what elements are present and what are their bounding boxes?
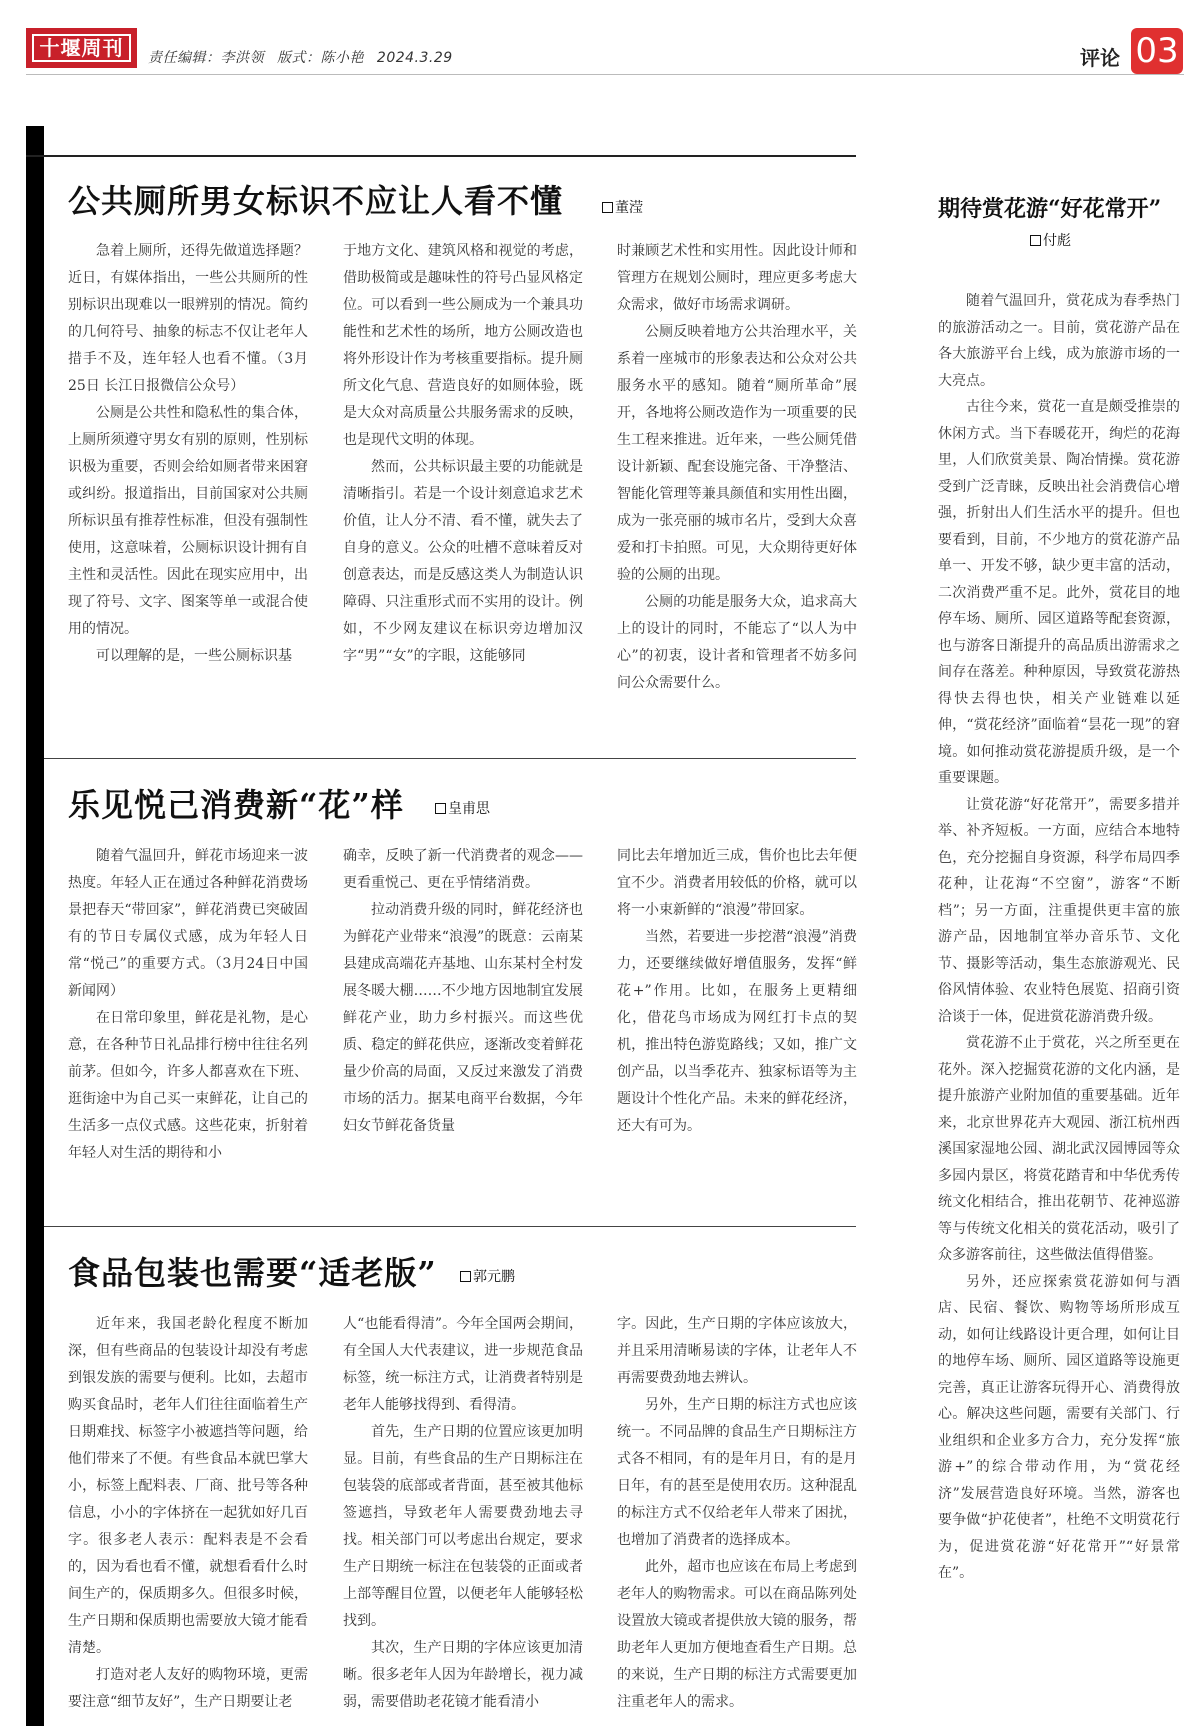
paragraph: 另外，还应探索赏花游如何与酒店、民宿、餐饮、购物等场所形成互动，如何让线路设计更合理，如何让目的地停车场、厕所、园区道路等设施更完善，真正让游客玩得开心、消费得放心。解决这些问题，需要有关部门、行业组织和企业多方合力，充分发挥“旅游+”的综合带动作用，为“赏花经济”发展营造良好环境。当然，游客也要争做“护花使者”，杜绝不文明赏花行为，促进赏花游“好花常开”“好景常在”。	[938, 1273, 1180, 1581]
paragraph: 拉动消费升级的同时，鲜花经济也为鲜花产业带来“浪漫”的既意：云南某县建成高端花卉基地、山东某村全村发展冬暖大棚……不少地方因地制宜发展鲜花产业，助力乡村振兴。而这些优质、稳定的鲜花供应，逐渐改变着鲜花量少价高的局面，又反过来激发了消费市场的活力。据某电商平台数据，今年妇女节鲜花备货量	[343, 902, 583, 1134]
article-1-byline: 董滢	[602, 197, 643, 217]
paragraph: 让赏花游“好花常开”，需要多措并举、补齐短板。一方面，应结合本地特色，充分挖掘自身资源，科学布局四季花种，让花海“不空窗”，游客“不断档”；另一方面，注重提供更丰富的旅游产品，因地制宜举办音乐节、文化节、摄影等活动，集生态旅游观光、民俗风情体验、农业特色展览、招商引资洽谈于一体，促进赏花游消费升级。	[938, 796, 1180, 1025]
paragraph: 字。因此，生产日期的字体应该放大，并且采用清晰易读的字体，让老年人不再需要费劲地去辨认。	[617, 1316, 857, 1386]
paragraph: 确幸，反映了新一代消费者的观念——更看重悦己、更在乎情绪消费。	[343, 848, 583, 891]
paragraph: 首先，生产日期的位置应该更加明显。目前，有些食品的生产日期标注在包装袋的底部或者背面，甚至被其他标签遮挡，导致老年人需要费劲地去寻找。相关部门可以考虑出台规定，要求生产日期统一标注在包装袋的正面或者上部等醒目位置，以便老年人能够轻松找到。	[343, 1424, 583, 1629]
article-divider	[44, 1226, 856, 1227]
article-2-col-2	[343, 843, 583, 1140]
article-2-col-3	[617, 843, 857, 1140]
paragraph: 于地方文化、建筑风格和视觉的考虑，借助极简或是趣味性的符号凸显风格定位。可以看到一些公厕成为一个兼具功能性和艺术性的场所，地方公厕改造也将外形设计作为考核重要指标。提升厕所文化气息、营造良好的如厕体验，既是大众对高质量公共服务需求的反映，也是现代文明的体现。	[343, 243, 583, 448]
paragraph: 可以理解的是，一些公厕标识基	[96, 648, 292, 664]
paragraph: 公厕是公共性和隐私性的集合体，上厕所须遵守男女有别的原则，性别标识极为重要，否则会给如厕者带来困窘或纠纷。报道指出，目前国家对公共厕所标识虽有推荐性标准，但没有强制性使用，这意味着，公厕标识设计拥有自主性和灵活性。因此在现实应用中，出现了符号、文字、图案等单一或混合使用的情况。	[68, 405, 308, 637]
paragraph: 在日常印象里，鲜花是礼物，是心意，在各种节日礼品排行榜中往往名列前茅。但如今，许多人都喜欢在下班、逛街途中为自己买一束鲜花，让自己的生活多一点仪式感。这些花束，折射着年轻人对生活的期待和小	[68, 1010, 308, 1161]
article-1-col-3	[617, 238, 857, 697]
paragraph: 随着气温回升，鲜花市场迎来一波热度。年轻人正在通过各种鲜花消费场景把春天“带回家”，鲜花消费已突破固有的节日专属仪式感，成为年轻人日常“悦己”的重要方式。（3月24日中国新闻网）	[68, 848, 308, 999]
paragraph: 人“也能看得清”。今年全国两会期间，有全国人大代表建议，进一步规范食品标签，统一标注方式，让消费者特别是老年人能够找得到、看得清。	[343, 1316, 583, 1413]
article-2-byline: 皇甫思	[435, 798, 490, 818]
paragraph: 公厕反映着地方公共治理水平，关系着一座城市的形象表达和公众对公共服务水平的感知。随着“厕所革命”展开，各地将公厕改造作为一项重要的民生工程来推进。近年来，一些公厕凭借设计新颖、配套设施完备、干净整洁、智能化管理等兼具颜值和实用性出圈，成为一张亮丽的城市名片，受到大众喜爱和打卡拍照。可见，大众期待更好体验的公厕的出现。	[617, 324, 857, 583]
article-1-title: 公共厕所男女标识不应让人看不懂	[68, 182, 564, 220]
sidebar-body	[938, 288, 1180, 1587]
editor-credit: 责任编辑：李洪领	[148, 50, 264, 66]
paragraph: 公厕的功能是服务大众，追求高大上的设计的同时，不能忘了“以人为中心”的初衷，设计者和管理者不妨多问问公众需要什么。	[617, 594, 857, 691]
paragraph: 同比去年增加近三成，售价也比去年便宜不少。消费者用较低的价格，就可以将一小束新鲜的“浪漫”带回家。	[617, 848, 857, 918]
logo-text: 十堰周刊	[32, 34, 131, 62]
paragraph: 赏花游不止于赏花，兴之所至更在花外。深入挖掘赏花游的文化内涵，是提升旅游产业附加值的重要基础。近年来，北京世界花卉大观园、浙江杭州西溪国家湿地公园、湖北武汉园博园等众多园内景区，将赏花踏青和中华优秀传统文化相结合，推出花朝节、花神巡游等与传统文化相关的赏花活动，吸引了众多游客前往，这些做法值得借鉴。	[938, 1035, 1180, 1263]
article-3-title: 食品包装也需要“适老版”	[68, 1254, 437, 1292]
paragraph: 打造对老人友好的购物环境，更需要注意“细节友好”，生产日期要让老	[68, 1667, 308, 1710]
article-divider	[44, 758, 856, 759]
paragraph: 时兼顾艺术性和实用性。因此设计师和管理方在规划公厕时，理应更多考虑大众需求，做好市场需求调研。	[617, 243, 857, 313]
sidebar-byline: 付彪	[1030, 230, 1071, 250]
paragraph: 其次，生产日期的字体应该更加清晰。很多老年人因为年龄增长，视力减弱，需要借助老花镜才能看清小	[343, 1640, 583, 1710]
paragraph: 近年来，我国老龄化程度不断加深，但有些商品的包装设计却没有考虑到银发族的需要与便利。比如，去超市购买食品时，老年人们往往面临着生产日期难找、标签字小被遮挡等问题，给他们带来了不便。有些食品本就巴掌大小，标签上配料表、厂商、批号等各种信息，小小的字体挤在一起犹如好几百字。很多老人表示：配料表是不会看的，因为看也看不懂，就想看看什么时间生产的，保质期多久。但很多时候，生产日期和保质期也需要放大镜才能看清楚。	[68, 1316, 308, 1656]
article-3-col-2	[343, 1311, 583, 1716]
paragraph: 另外，生产日期的标注方式也应该统一。不同品牌的食品生产日期标注方式各不相同，有的是年月日，有的是月日年，有的甚至是使用农历。这种混乱的标注方式不仅给老年人带来了困扰，也增加了消费者的选择成本。	[617, 1397, 857, 1548]
newspaper-logo	[26, 28, 137, 68]
paragraph: 急着上厕所，还得先做道选择题？近日，有媒体指出，一些公共厕所的性别标识出现难以一眼辨别的情况。简约的几何符号、抽象的标志不仅让老年人措手不及，连年轻人也看不懂。（3月25日 长江日报微信公众号）	[68, 243, 308, 394]
article-3-col-1	[68, 1311, 308, 1716]
paragraph: 古往今来，赏花一直是颇受推崇的休闲方式。当下春暖花开，绚烂的花海里，人们欣赏美景、陶冶情操。赏花游受到广泛青睐，反映出社会消费信心增强，折射出人们生活水平的提升。但也要看到，目前，不少地方的赏花游产品单一、开发不够，缺少更丰富的活动，二次消费严重不足。此外，赏花目的地停车场、厕所、园区道路等配套资源，也与游客日渐提升的高品质出游需求之间存在落差。种种原因，导致赏花游热得快去得也快，相关产业链难以延伸，“赏花经济”面临着“昙花一现”的窘境。如何推动赏花游提质升级，是一个重要课题。	[938, 399, 1180, 786]
article-1-col-2	[343, 238, 583, 670]
paragraph: 当然，若要进一步挖潜“浪漫”消费力，还要继续做好增值服务，发挥“鲜花+”作用。比如，在服务上更精细化，借花鸟市场成为网红打卡点的契机，推出特色游览路线；又如，推广文创产品，以当季花卉、独家标语等为主题设计个性化产品。未来的鲜花经济，还大有可为。	[617, 929, 857, 1134]
paragraph: 随着气温回升，赏花成为春季热门的旅游活动之一。目前，赏花游产品在各大旅游平台上线，成为旅游市场的一大亮点。	[938, 293, 1180, 389]
article-1-col-1	[68, 238, 308, 670]
article-2-title: 乐见悦己消费新“花”样	[68, 786, 404, 824]
header-rule	[26, 74, 1184, 75]
sidebar-title: 期待赏花游“好花常开”	[938, 196, 1162, 222]
layout-credit: 版式：陈小艳	[276, 50, 364, 66]
article-3-byline: 郭元鹏	[460, 1266, 515, 1286]
page-meta	[148, 47, 461, 67]
article-3-col-3	[617, 1311, 857, 1716]
paragraph: 然而，公共标识最主要的功能就是清晰指引。若是一个设计刻意追求艺术价值，让人分不清、看不懂，就失去了自身的意义。公众的吐槽不意味着反对创意表达，而是反感这类人为制造认识障碍、只注重形式而不实用的设计。例如，不少网友建议在标识旁边增加汉字“男”“女”的字眼，这能够同	[343, 459, 583, 664]
issue-date: 2024.3.29	[376, 50, 453, 66]
page-number: 03	[1131, 28, 1183, 74]
paragraph: 此外，超市也应该在布局上考虑到老年人的购物需求。可以在商品陈列处设置放大镜或者提供放大镜的服务，帮助老年人更加方便地查看生产日期。总的来说，生产日期的标注方式需要更加注重老年人的需求。	[617, 1559, 857, 1710]
article-2-col-1	[68, 843, 308, 1167]
frame-top-rule	[26, 155, 856, 157]
section-name: 评论	[1080, 46, 1120, 70]
left-frame-bar	[26, 126, 44, 1726]
